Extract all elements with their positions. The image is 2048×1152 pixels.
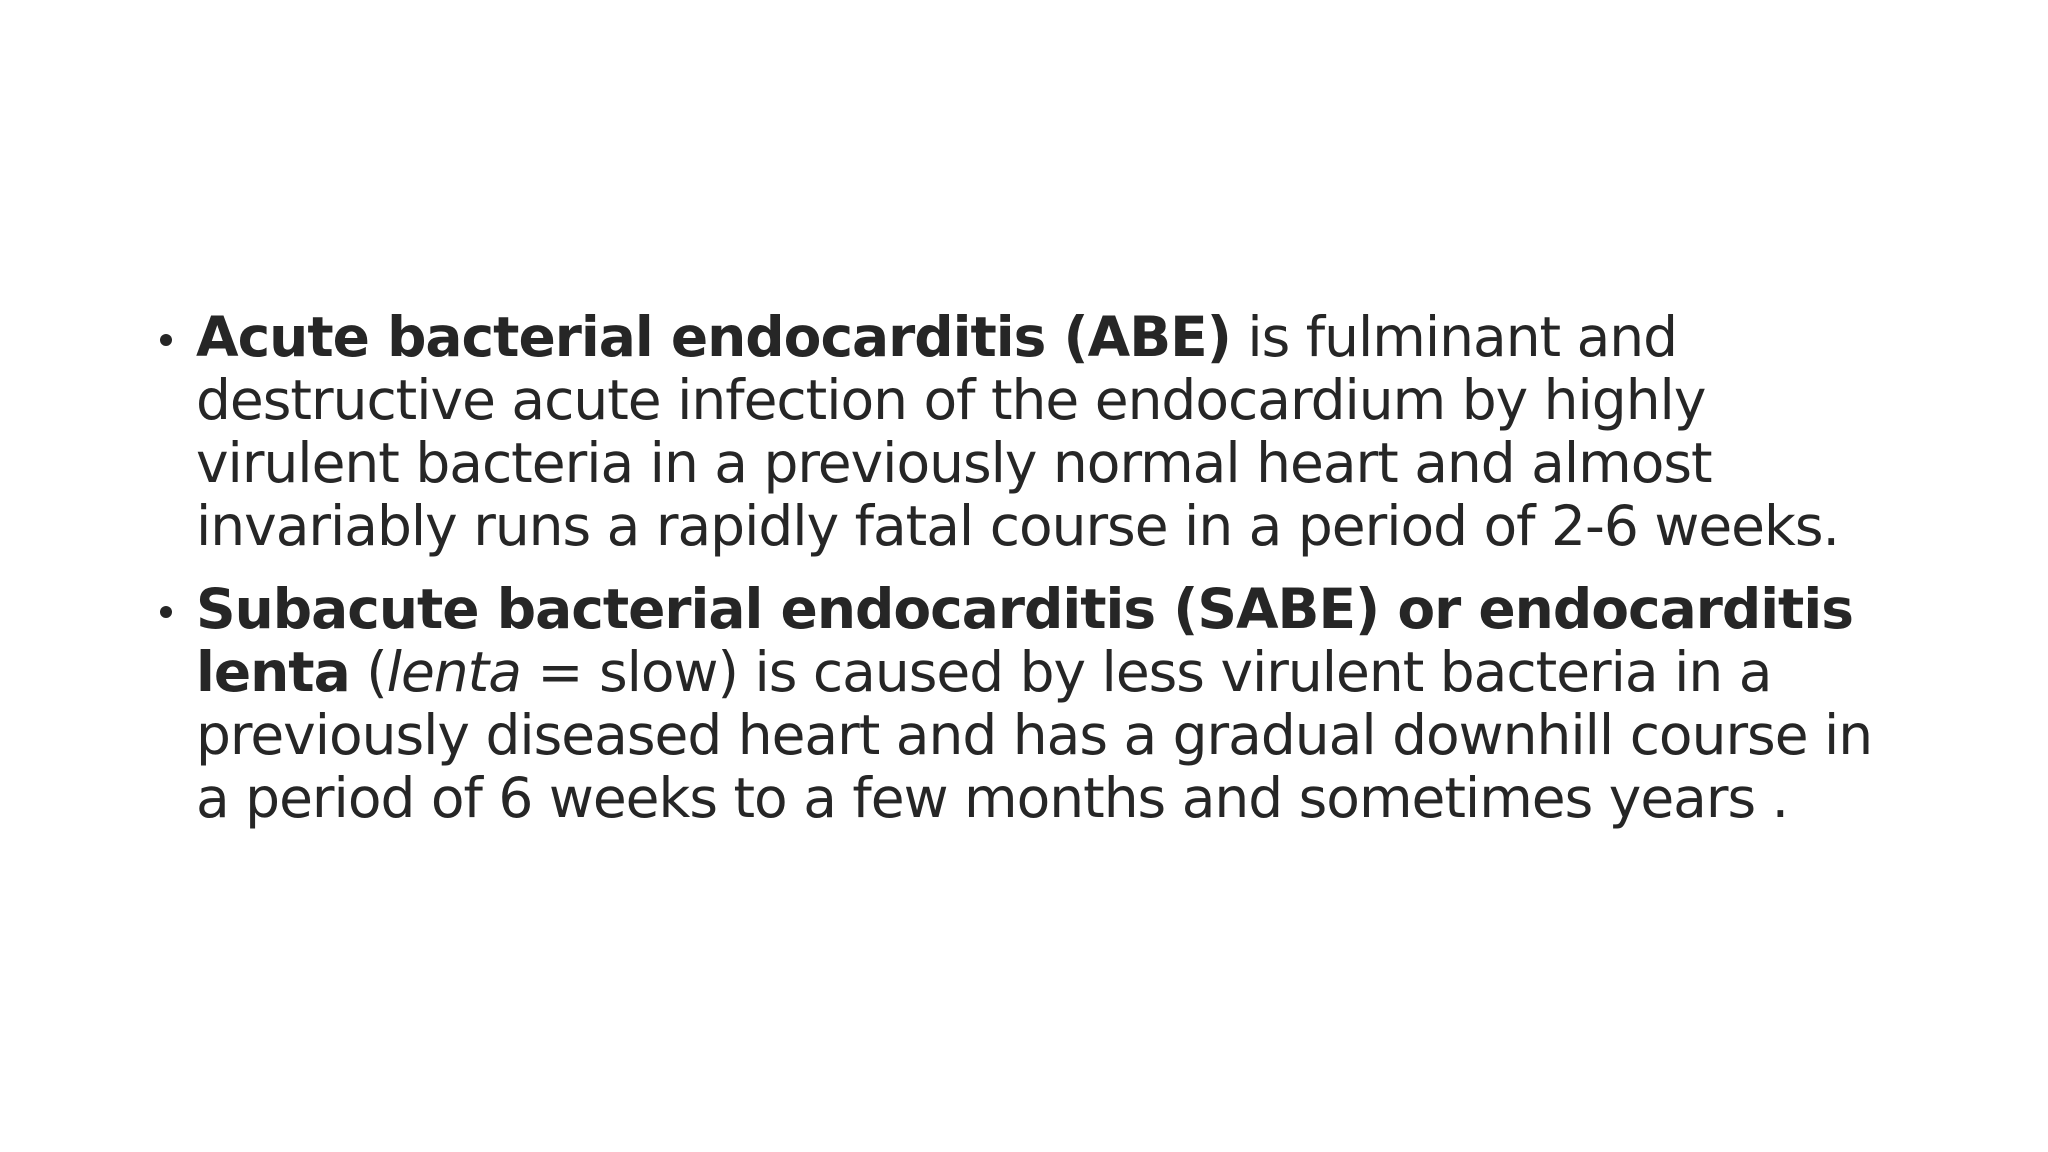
bullet-text: is fulminant and destructive acute infection of the endocardium by highly virulent bacteria in a previously normal heart and almost invariably runs a rapidly fatal course in a period of 2-6 weeks. <box>196 305 1839 558</box>
bullet-bold-term: Acute bacterial endocarditis (ABE) <box>196 305 1231 369</box>
bullet-item-sabe <box>150 578 1910 830</box>
bullet-text-open: ( <box>349 640 387 704</box>
bullet-text: = slow) is caused by less virulent bacteria in a previously diseased heart and has a gradual downhill course in a period of 6 weeks to a few months and sometimes years . <box>196 640 1873 830</box>
bullet-bold-term: Subacute bacterial endocarditis (SABE) or endocarditis lenta <box>196 577 1853 704</box>
bullet-dot-icon <box>160 334 172 346</box>
bullet-dot-icon <box>160 606 172 618</box>
bullet-item-abe <box>150 306 1910 558</box>
bullet-list <box>150 306 1910 830</box>
bullet-italic-term: lenta <box>386 640 521 704</box>
